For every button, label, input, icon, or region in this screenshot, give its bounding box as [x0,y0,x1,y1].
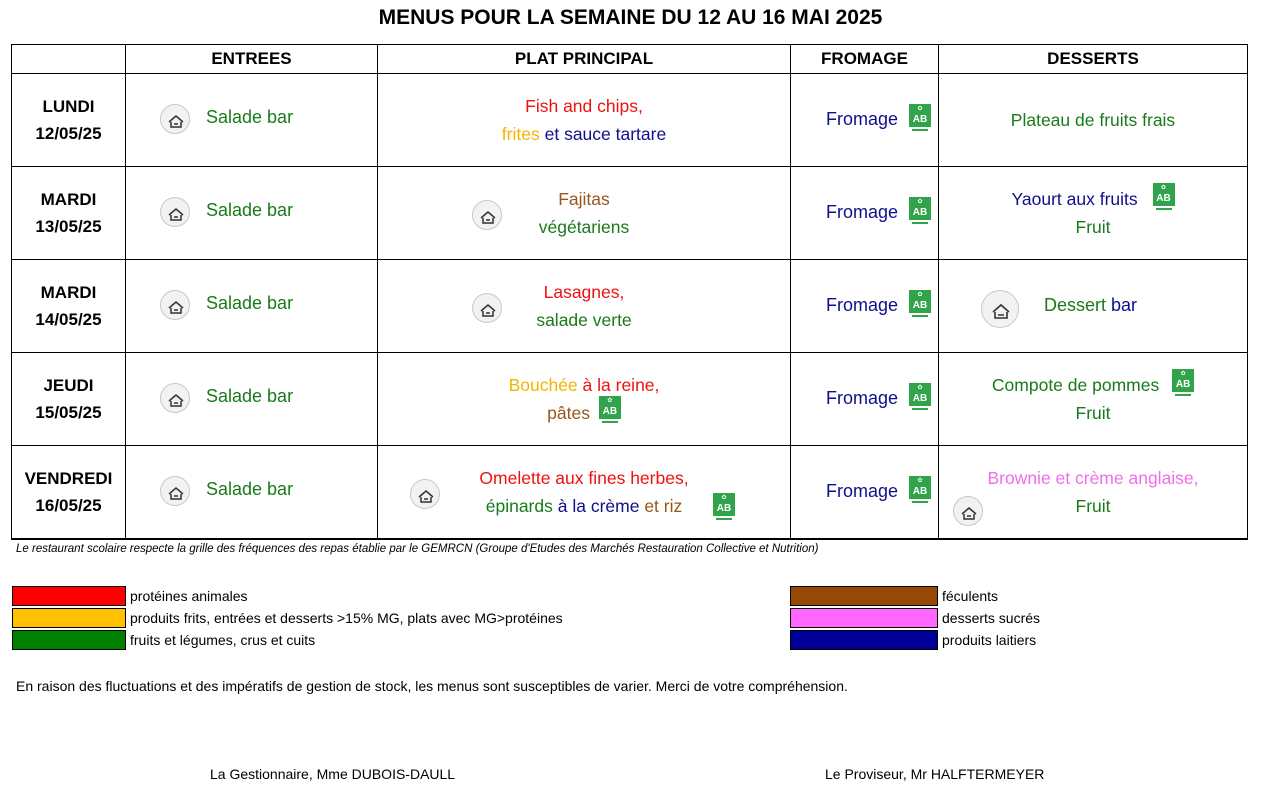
entree-cell [126,74,378,167]
day-date: 14/05/25 [35,310,102,329]
fromage-cell [791,446,939,540]
signature-proviseur: Le Proviseur, Mr HALFTERMEYER [825,766,1045,782]
header-row [12,45,1248,74]
organic-label: AB [1156,192,1171,204]
fromage-cell [791,167,939,260]
dessert-part: Dessert [1044,295,1107,315]
homemade-logo-icon [953,496,983,526]
day-cell [12,260,126,353]
dessert-cell [939,260,1248,353]
day-date: 16/05/25 [35,496,102,515]
homemade-logo-icon [160,104,190,134]
stock-notice: En raison des fluctuations et des impératifs de gestion de stock, les menus sont susceptibles de varier. Merci de votre compréhension. [16,678,848,694]
day-row [12,167,1248,260]
entree-cell [126,167,378,260]
legend-swatch-red [12,586,126,606]
homemade-logo-icon [160,290,190,320]
signature-gestionnaire: La Gestionnaire, Mme DUBOIS-DAULL [210,766,456,782]
fromage-text: Fromage [826,481,899,501]
organic-ab-icon [1153,183,1175,212]
leaf-icon: ✿ [917,478,923,484]
header-entrees: ENTREES [126,45,378,74]
dessert-text: Compote de pommes [991,375,1160,395]
homemade-logo-icon [472,200,502,230]
dessert-text: Yaourt aux fruits [1011,189,1138,209]
dessert-cell [939,446,1248,540]
legend-label: produits laitiers [942,632,1037,648]
dessert-text: Plateau de fruits frais [1010,110,1176,130]
day-cell [12,74,126,167]
main-line-1: Lasagnes, [543,282,625,302]
fromage-text: Fromage [826,295,899,315]
main-cell [378,74,791,167]
dessert-cell [939,74,1248,167]
organic-label: AB [912,114,928,125]
main-line-1: Omelette aux fines herbes, [479,468,689,488]
organic-label: AB [1175,378,1191,390]
legend-label: protéines animales [130,588,248,604]
main-cell [378,353,791,446]
header-desserts: DESSERTS [939,45,1248,74]
day-date: 12/05/25 [35,124,102,143]
main-part: pâtes [547,403,590,423]
day-cell [12,167,126,260]
leaf-icon: ✿ [917,292,923,298]
corner-cell [12,45,126,74]
gemrcn-footnote: Le restaurant scolaire respecte la grille des fréquences des repas établie par le GEMRCN (Groupe d'Etudes des Marchés Restauration Collective et Nutrition) [16,543,819,555]
day-name: JEUDI [43,376,94,395]
dessert-part: bar [1106,295,1138,315]
day-name: LUNDI [42,97,95,116]
leaf-icon: ✿ [607,397,613,404]
fromage-cell [791,260,939,353]
main-part: reine, [615,375,660,395]
homemade-logo-icon [410,479,440,509]
main-line-1: Fajitas [558,189,610,209]
main-line-2 [378,120,790,148]
day-date: 15/05/25 [35,403,102,422]
main-cell [378,260,791,353]
entree-text: Salade bar [206,386,294,406]
legend-swatch-brown [790,586,938,606]
dessert-cell [939,353,1248,446]
entree-text: Salade bar [206,107,294,127]
leaf-icon: ✿ [917,106,923,112]
entree-text: Salade bar [206,293,294,313]
fromage-text: Fromage [826,109,899,129]
dessert-text [1044,295,1137,316]
dessert-line-1 [939,371,1247,399]
main-part: Bouchée [508,375,578,395]
homemade-logo-icon [160,383,190,413]
day-name: MARDI [40,283,97,302]
organic-ab-icon [909,383,931,412]
legend-label: féculents [942,588,999,604]
homemade-logo-icon [472,293,502,323]
day-row [12,74,1248,167]
day-row [12,446,1248,540]
entree-text: Salade bar [206,479,294,499]
leaf-icon: ✿ [917,199,923,205]
main-part: crème [590,496,640,516]
main-part: épinards [485,496,553,516]
entree-cell [126,353,378,446]
dessert-line-2: Fruit [1075,403,1111,423]
legend-label: desserts sucrés [942,610,1041,626]
organic-ab-icon [713,493,735,522]
dessert-line-1: Brownie et crème anglaise, [987,468,1199,488]
main-line-1: Fish and chips, [525,96,643,116]
main-part: à la [552,496,591,516]
dessert-line-2: Fruit [1075,217,1111,237]
organic-ab-icon [909,290,931,319]
organic-label: AB [912,486,928,497]
leaf-icon: ✿ [1160,184,1167,191]
main-part: et [639,496,664,516]
main-part: sauce tartare [564,124,667,144]
entree-cell [126,260,378,353]
day-name: MARDI [40,190,97,209]
dessert-cell [939,167,1248,260]
day-name: VENDREDI [24,469,113,488]
main-line-2 [378,399,790,427]
main-part: à la [577,375,616,395]
legend-swatch-navy [790,630,938,650]
legend-swatch-green [12,630,126,650]
main-cell [378,167,791,260]
organic-label: AB [716,503,732,514]
day-date: 13/05/25 [35,217,102,236]
legend-label: produits frits, entrées et desserts >15% MG, plats avec MG>protéines [130,610,563,626]
homemade-logo-icon [160,197,190,227]
organic-ab-icon [909,104,931,133]
entree-text: Salade bar [206,200,294,220]
day-row [12,260,1248,353]
main-cell [378,446,791,540]
header-plat-principal: PLAT PRINCIPAL [378,45,791,74]
fromage-cell [791,74,939,167]
organic-ab-icon [1172,369,1194,398]
leaf-icon: ✿ [917,385,923,391]
fromage-text: Fromage [826,388,899,408]
organic-label: AB [602,405,618,417]
day-cell [12,446,126,540]
homemade-logo-icon [981,290,1019,328]
main-line-2: végétariens [538,217,630,237]
organic-ab-icon [599,396,621,425]
day-cell [12,353,126,446]
menu-table [11,44,1248,540]
main-part: et [539,124,565,144]
dessert-line-1 [939,185,1247,213]
leaf-icon: ✿ [721,495,727,501]
organic-ab-icon [909,476,931,505]
legend-swatch-orange [12,608,126,628]
homemade-logo-icon [160,476,190,506]
main-part: riz [663,496,683,516]
main-line-2: salade verte [536,310,632,330]
day-row [12,353,1248,446]
page-title: MENUS POUR LA SEMAINE DU 12 AU 16 MAI 2025 [378,6,883,29]
header-fromage: FROMAGE [791,45,939,74]
organic-label: AB [912,300,928,311]
organic-label: AB [912,207,928,218]
organic-label: AB [912,393,928,404]
legend-swatch-pink [790,608,938,628]
fromage-cell [791,353,939,446]
organic-ab-icon [909,197,931,226]
main-part: frites [501,124,540,144]
leaf-icon: ✿ [1180,370,1186,377]
entree-cell [126,446,378,540]
legend-label: fruits et légumes, crus et cuits [130,632,316,648]
fromage-text: Fromage [826,202,899,222]
dessert-line-2: Fruit [1075,496,1111,516]
main-line-1 [378,371,790,399]
